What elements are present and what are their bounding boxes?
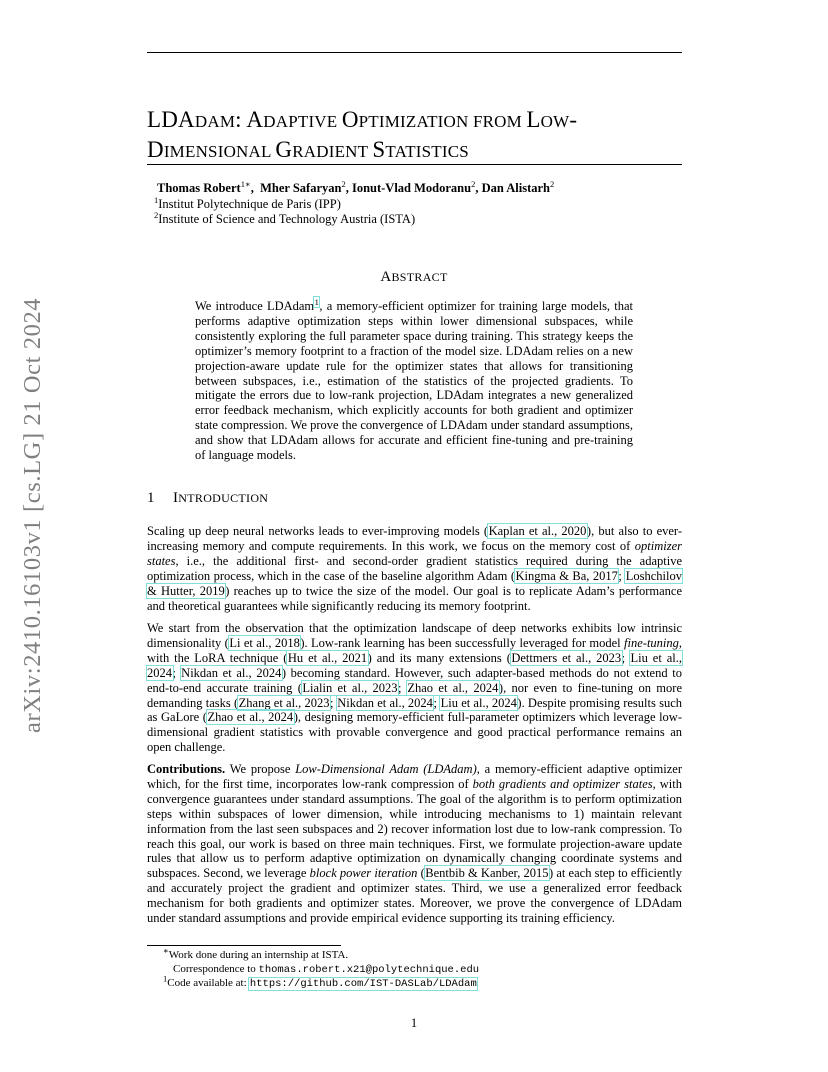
text-run: G [275, 137, 293, 162]
abstract-heading [0, 269, 828, 286]
link-text[interactable]: thomas.robert.x21@polytechnique.edu [258, 964, 480, 976]
text-run: O [341, 107, 359, 132]
text-run: IMENSIONAL [163, 142, 276, 161]
citation-link[interactable]: Kingma & Ba, 2017 [515, 568, 618, 583]
citation-link[interactable]: Hu et al., 2021 [287, 650, 368, 665]
text-run: ; [172, 665, 181, 680]
text-run: ) and its many extensions ( [367, 650, 511, 665]
footnote [163, 973, 698, 992]
citation-link[interactable]: Li et al., 2018 [229, 635, 300, 650]
citation-link[interactable]: Nikdan et al., 2024 [181, 665, 282, 680]
text-run: D [147, 137, 164, 162]
section-title [173, 490, 268, 506]
text-run: LDA [147, 107, 195, 132]
footnote-marker-link[interactable]: 1 [314, 296, 319, 307]
text-run: NTRODUCTION [178, 491, 269, 505]
citation-link[interactable]: Lialin et al., 2023 [302, 680, 398, 695]
text-run: A [380, 269, 392, 285]
paragraph-contributions [147, 762, 682, 926]
title-line-1 [147, 106, 707, 136]
text-run: We propose [225, 762, 296, 776]
text-run: fine-tuning [624, 635, 679, 650]
text-run: ), but also to ever-increasing memory and compute requirements. In this work, we focus on the memory cost of [147, 524, 683, 553]
author-block [154, 178, 555, 228]
text-run: Code available at: [167, 977, 250, 989]
text-run: ; [398, 680, 407, 695]
text-run: OW [540, 112, 570, 131]
text-run: block power iteration [309, 866, 418, 881]
text-run: PTIMIZATION FROM [358, 112, 527, 131]
text-run: We introduce LDAdam [195, 299, 315, 313]
text-run: ), designing memory-efficient full-parameter optimizers which leverage low-dimensional gradient statistics with provable convergence and good practical performance remains an open challenge. [147, 710, 682, 755]
footnote [163, 945, 698, 963]
text-run: RADIENT [292, 142, 373, 161]
text-run: TATISTICS [385, 142, 469, 161]
text-run: S [372, 137, 386, 162]
text-run: , a memory-efficient optimizer for training large models, that performs adaptive optimization steps within lower dimensional subspaces, while consistently exploring the full parameter space during training. This strategy keeps the optimizer’s memory footprint to a fraction of the model size. LDAdam relies on a new projection-aware update rule for the optimizer states that allows for transitioning between subspaces, i.e., estimation of the statistics of the projected gradients. To mitigate the errors due to low-rank projection, LDAdam integrates a new generalized error feedback mechanism, which explicitly accounts for both gradient and optimizer state compression. We prove the convergence of LDAdam under standard assumptions, and show that LDAdam allows for accurate and efficient fine-tuning and pre-training of language models. [195, 299, 634, 463]
text-run: , with the LoRA technique ( [147, 635, 683, 665]
arxiv-side-stamp: arXiv:2410.16103v1 [cs.LG] 21 Oct 2024 [19, 297, 46, 733]
citation-link[interactable]: Liu et al., 2024 [147, 650, 682, 680]
citation-link[interactable]: Bentbib & Kanber, 2015 [425, 866, 549, 881]
citation-link[interactable]: Nikdan et al., 2024 [337, 695, 433, 710]
text-run: both gradients and optimizer states [472, 776, 653, 791]
text-run: I [173, 490, 179, 506]
text-run: ( [417, 866, 425, 881]
author-name: Thomas Robert [157, 181, 241, 195]
citation-link[interactable]: Dettmers et al., 2023 [511, 650, 622, 665]
citation-link[interactable]: Loshchilov & Hutter, 2019 [147, 568, 682, 598]
text-run: , a memory-efficient adaptive optimizer which, for the first time, incorporates low-rank compression of [147, 762, 682, 791]
text-run: optimizer states [147, 538, 682, 568]
paragraph [147, 621, 682, 755]
author-name: Dan Alistarh [481, 181, 551, 195]
author-sup: 2 [471, 178, 476, 189]
affiliation: $^1$Institut Polytechnique de Paris (IPP) [154, 194, 341, 211]
text-run: , with convergence guarantees under standard assumptions. The goal of the algorithm is to perform optimization steps within subspaces of lower dimension, while introducing mechanisms to 1) maintain relevant information from the last seen subspaces and 2) recover information lost due to low-rank compression. To reach this goal, our work is based on three main techniques. First, we formulate projection-aware update rules that allow us to perform adaptive optimization on dynamically changing coordinate systems and subspaces. Second, we leverage [147, 776, 682, 881]
text-run: Low-Dimensional Adam (LDAdam) [295, 762, 477, 776]
section-number: 1 [147, 490, 155, 506]
citation-link[interactable]: https://github.com/IST-DASLab/LDAdam [249, 978, 477, 990]
author-name: Ionut-Vlad Modoranu [351, 181, 472, 195]
author-sup: 2 [341, 178, 346, 189]
title-line-2 [147, 136, 707, 166]
text-run: ∗ [163, 945, 169, 956]
text-run: - [569, 107, 578, 132]
text-run: ). Despite promising results such as GaLore ( [147, 695, 682, 725]
citation-link[interactable]: Liu et al., 2024 [440, 695, 517, 710]
affiliation: $^2$Institute of Science and Technology Austria (ISTA) [154, 209, 416, 226]
abstract-body [195, 296, 634, 463]
citation-link[interactable]: Kaplan et al., 2020 [488, 524, 587, 538]
text-run: DAPTIVE [263, 112, 342, 131]
paragraph [147, 524, 682, 613]
text-run: DAM [194, 112, 236, 131]
text-run: BSTRACT [391, 270, 448, 284]
text-run: We start from the observation that the optimization landscape of deep networks exhibits low intrinsic dimensionality ( [147, 621, 682, 650]
top-rule [147, 52, 682, 53]
author-sup: 2 [550, 178, 555, 189]
text-run: Contributions. [147, 762, 226, 776]
citation-link[interactable]: Zhao et al., 2024 [407, 680, 499, 695]
text-run: ) becoming standard. However, such adapter-based methods do not extend to end-to-end accurate training ( [147, 665, 682, 695]
footnote-rule [147, 945, 341, 946]
citation-link[interactable]: Zhang et al., 2023 [238, 695, 330, 710]
text-run: Scaling up deep neural networks leads to ever-improving models ( [147, 524, 489, 538]
text-run: ; [618, 568, 626, 583]
paper-title [147, 106, 707, 166]
text-run: 1 [163, 973, 168, 984]
text-run: ; [330, 695, 337, 710]
text-run: ; [433, 695, 441, 710]
text-run: Work done during an internship at ISTA. [168, 949, 349, 961]
text-run: , i.e., the additional first- and second-order gradient statistics required during the adaptive optimization process, which in the case of the baseline algorithm Adam ( [147, 553, 682, 583]
text-run: ). Low-rank learning has been successfully leveraged for model [300, 635, 625, 650]
footnote [173, 963, 708, 978]
section-heading-introduction [147, 490, 268, 507]
citation-link[interactable]: Zhao et al., 2024 [207, 710, 294, 725]
author-sup: 1∗ [240, 178, 251, 189]
author-list: Thomas Robert$^{1∗}$, Mher Safaryan$^2$, Ionut-Vlad Modoranu$^2$, Dan Alistarh$^2$ [157, 178, 555, 195]
text-run: ) at each step to efficiently and accurately project the gradient and optimizer states. Third, we use a generalized error feedback mechanism for both gradients and optimizer states. Moreover, we prove the convergence of LDAdam under standard assumptions and provide empirical evidence supporting its training efficiency. [147, 866, 682, 926]
text-run: ) reaches up to twice the size of the model. Our goal is to replicate Adam’s performance and theoretical guarantees while significantly reducing its memory footprint. [147, 583, 683, 613]
text-run: ), nor even to fine-tuning on more demanding tasks ( [147, 680, 682, 710]
text-run: Correspondence to [173, 963, 259, 975]
text-run: ; [621, 650, 631, 665]
text-run: L [526, 107, 541, 132]
page-number: 1 [410, 1016, 418, 1030]
text-run: : A [235, 107, 264, 132]
author-name: Mher Safaryan [260, 181, 342, 195]
